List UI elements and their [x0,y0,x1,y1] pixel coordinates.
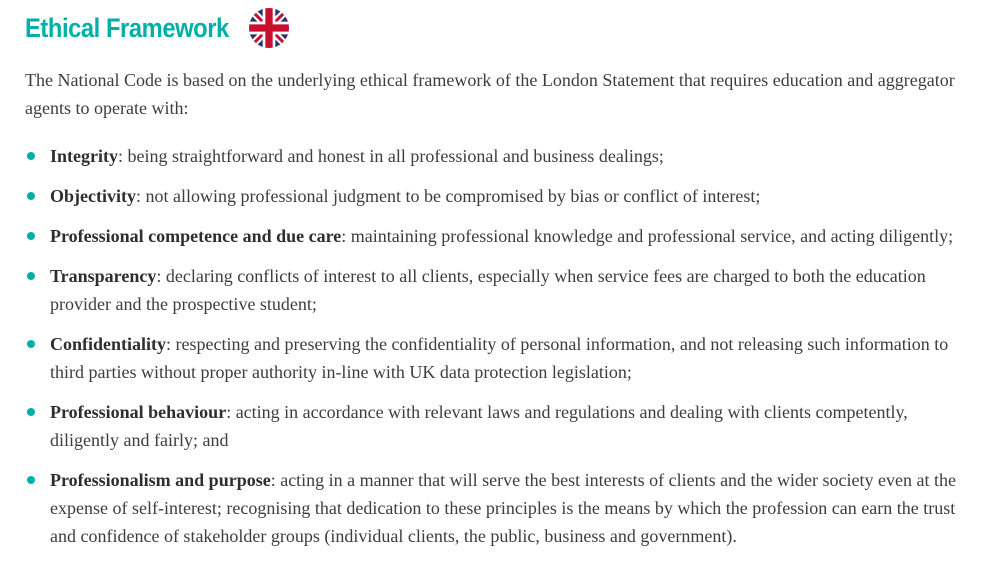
bullet-dot-icon [27,340,35,348]
list-item [25,398,975,454]
list-item [25,466,975,550]
list-item-term: Transparency [50,266,157,286]
list-item-description: : declaring conflicts of interest to all clients, especially when service fees are charged to both the education provider and the prospective student; [50,266,926,314]
list-item-description: : not allowing professional judgment to be compromised by bias or conflict of interest; [135,186,761,206]
bullet-dot-icon [27,192,35,200]
page-title: Ethical Framework [25,12,229,43]
bullet-dot-icon [27,152,35,160]
list-item [25,330,975,386]
list-item-term: Professional competence and due care [50,226,342,246]
list-item-description: : respecting and preserving the confidentiality of personal information, and not releasing such information to third parties without proper authority in-line with UK data protection legislation; [50,334,949,382]
list-item-term: Professionalism and purpose [50,470,271,490]
intro-paragraph: The National Code is based on the underlying ethical framework of the London Statement that requires education and aggregator agents to operate with: [25,70,955,118]
list-item [25,142,975,170]
list-item-description: : being straightforward and honest in all professional and business dealings; [117,146,664,166]
list-item-term: Integrity [50,146,118,166]
bullet-dot-icon [27,272,35,280]
bullet-dot-icon [27,232,35,240]
list-item-description: : maintaining professional knowledge and professional service, and acting diligently; [341,226,954,246]
list-item-term: Objectivity [50,186,136,206]
list-item [25,262,975,318]
section-header [25,6,983,50]
list-item-description: : acting in a manner that will serve the best interests of clients and the wider society even at the expense of self-interest; recognising that dedication to these principles is the means by which the profession can earn the trust and confidence of stakeholder groups (individual clients, the public, business and government). [50,470,956,546]
ethics-list [25,142,975,550]
list-item [25,182,975,210]
bullet-dot-icon [27,476,35,484]
list-item [25,222,975,250]
list-item-term: Professional behaviour [50,402,227,422]
list-item-description: : acting in accordance with relevant laws and regulations and dealing with clients competently, diligently and fairly; and [50,402,908,450]
list-item-term: Confidentiality [50,334,167,354]
bullet-dot-icon [27,408,35,416]
uk-flag-icon [249,8,289,48]
